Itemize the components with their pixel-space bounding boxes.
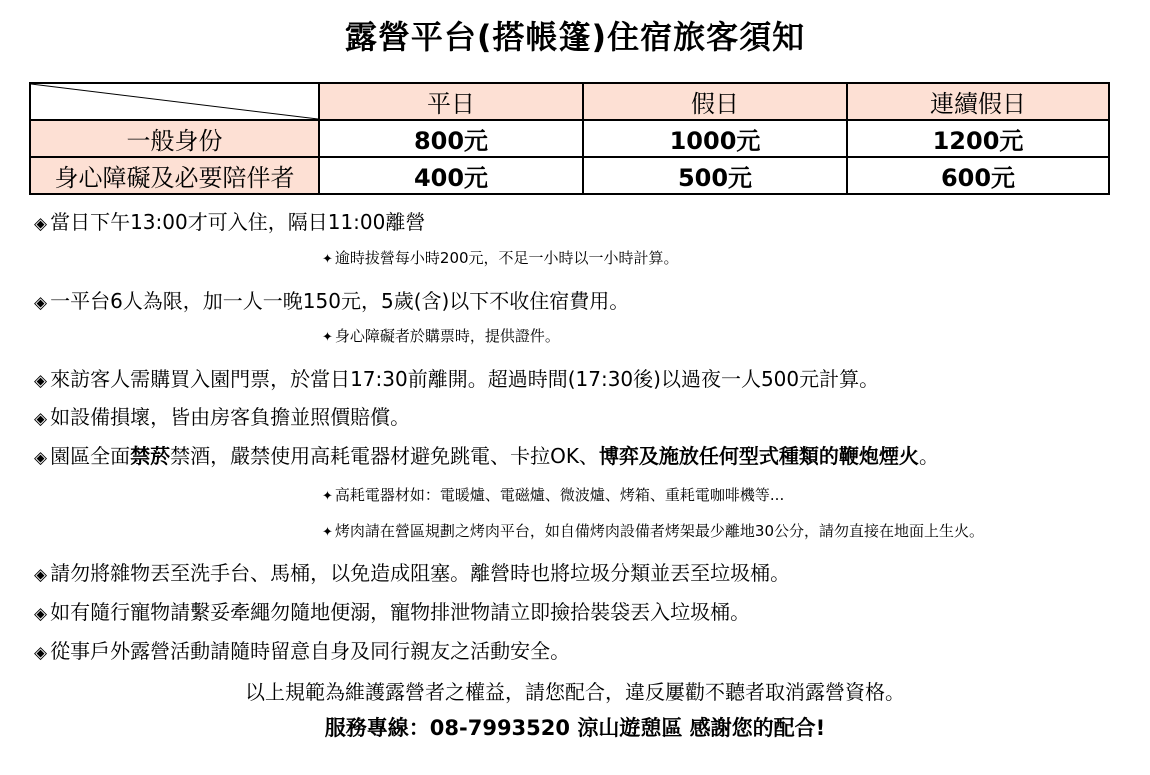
rule-garbage: ◈ 請勿將雜物丟至洗手台、馬桶，以免造成阻塞。離營時也將垃圾分類並丟至垃圾桶。 bbox=[34, 561, 791, 585]
diagonal-divider bbox=[31, 84, 318, 119]
rule-checkin: ◈ 當日下午13:00才可入住，隔日11:00離營 bbox=[34, 210, 426, 234]
header-weekday: 平日 bbox=[319, 83, 583, 120]
price-cell: 1000元 bbox=[583, 120, 847, 157]
header-holiday: 假日 bbox=[583, 83, 847, 120]
price-cell: 800元 bbox=[319, 120, 583, 157]
table-row bbox=[30, 157, 1109, 194]
note-late-checkout: ✦ 逾時拔營每小時200元，不足一小時以一小時計算。 bbox=[322, 249, 679, 267]
rule-pets: ◈ 如有隨行寵物請繫妥牽繩勿隨地便溺，寵物排泄物請立即撿拾裝袋丟入垃圾桶。 bbox=[34, 600, 751, 624]
rule-prohibited: ◈ 園區全面禁菸禁酒，嚴禁使用高耗電器材避免跳電、卡拉OK、博弈及施放任何型式種類的鞭炮煙火。 bbox=[34, 444, 939, 468]
diamond-bullet-icon: ◈ bbox=[34, 643, 48, 663]
rule-visitors: ◈ 來訪客人需購買入園門票，於當日17:30前離開。超過時間(17:30後)以過夜一人500元計算。 bbox=[34, 367, 880, 391]
sparkle-bullet-icon: ✦ bbox=[322, 252, 333, 267]
header-long-holiday: 連續假日 bbox=[847, 83, 1109, 120]
footer-notice: 以上規範為維護露營者之權益，請您配合，違反屢勸不聽者取消露營資格。 bbox=[245, 680, 905, 704]
price-cell: 500元 bbox=[583, 157, 847, 194]
rule-safety: ◈ 從事戶外露營活動請隨時留意自身及同行親友之活動安全。 bbox=[34, 639, 571, 663]
note-high-power: ✦ 高耗電器材如：電暖爐、電磁爐、微波爐、烤箱、重耗電咖啡機等... bbox=[322, 486, 785, 504]
rule-damage: ◈ 如設備損壞，皆由房客負擔並照價賠償。 bbox=[34, 405, 411, 429]
diamond-bullet-icon: ◈ bbox=[34, 409, 48, 429]
sparkle-bullet-icon: ✦ bbox=[322, 330, 333, 345]
row-label-general: 一般身份 bbox=[30, 120, 319, 157]
diamond-bullet-icon: ◈ bbox=[34, 293, 48, 313]
corner-cell bbox=[30, 83, 319, 120]
diamond-bullet-icon: ◈ bbox=[34, 214, 48, 234]
price-table bbox=[29, 82, 1110, 195]
price-cell: 1200元 bbox=[847, 120, 1109, 157]
sparkle-bullet-icon: ✦ bbox=[322, 525, 333, 540]
row-label-disability: 身心障礙及必要陪伴者 bbox=[30, 157, 319, 194]
diamond-bullet-icon: ◈ bbox=[34, 371, 48, 391]
note-disability-id: ✦ 身心障礙者於購票時，提供證件。 bbox=[322, 327, 560, 345]
table-header-row bbox=[30, 83, 1109, 120]
price-cell: 400元 bbox=[319, 157, 583, 194]
price-cell: 600元 bbox=[847, 157, 1109, 194]
rule-capacity: ◈ 一平台6人為限，加一人一晚150元，5歲(含)以下不收住宿費用。 bbox=[34, 289, 630, 313]
diamond-bullet-icon: ◈ bbox=[34, 565, 48, 585]
diamond-bullet-icon: ◈ bbox=[34, 448, 48, 468]
page-title: 露營平台(搭帳篷)住宿旅客須知 bbox=[344, 18, 806, 56]
footer-hotline: 服務專線：08-7993520 涼山遊憩區 感謝您的配合! bbox=[324, 716, 826, 740]
diamond-bullet-icon: ◈ bbox=[34, 604, 48, 624]
note-bbq: ✦ 烤肉請在營區規劃之烤肉平台，如自備烤肉設備者烤架最少離地30公分，請勿直接在地面上生火。 bbox=[322, 522, 984, 540]
sparkle-bullet-icon: ✦ bbox=[322, 489, 333, 504]
table-row bbox=[30, 120, 1109, 157]
